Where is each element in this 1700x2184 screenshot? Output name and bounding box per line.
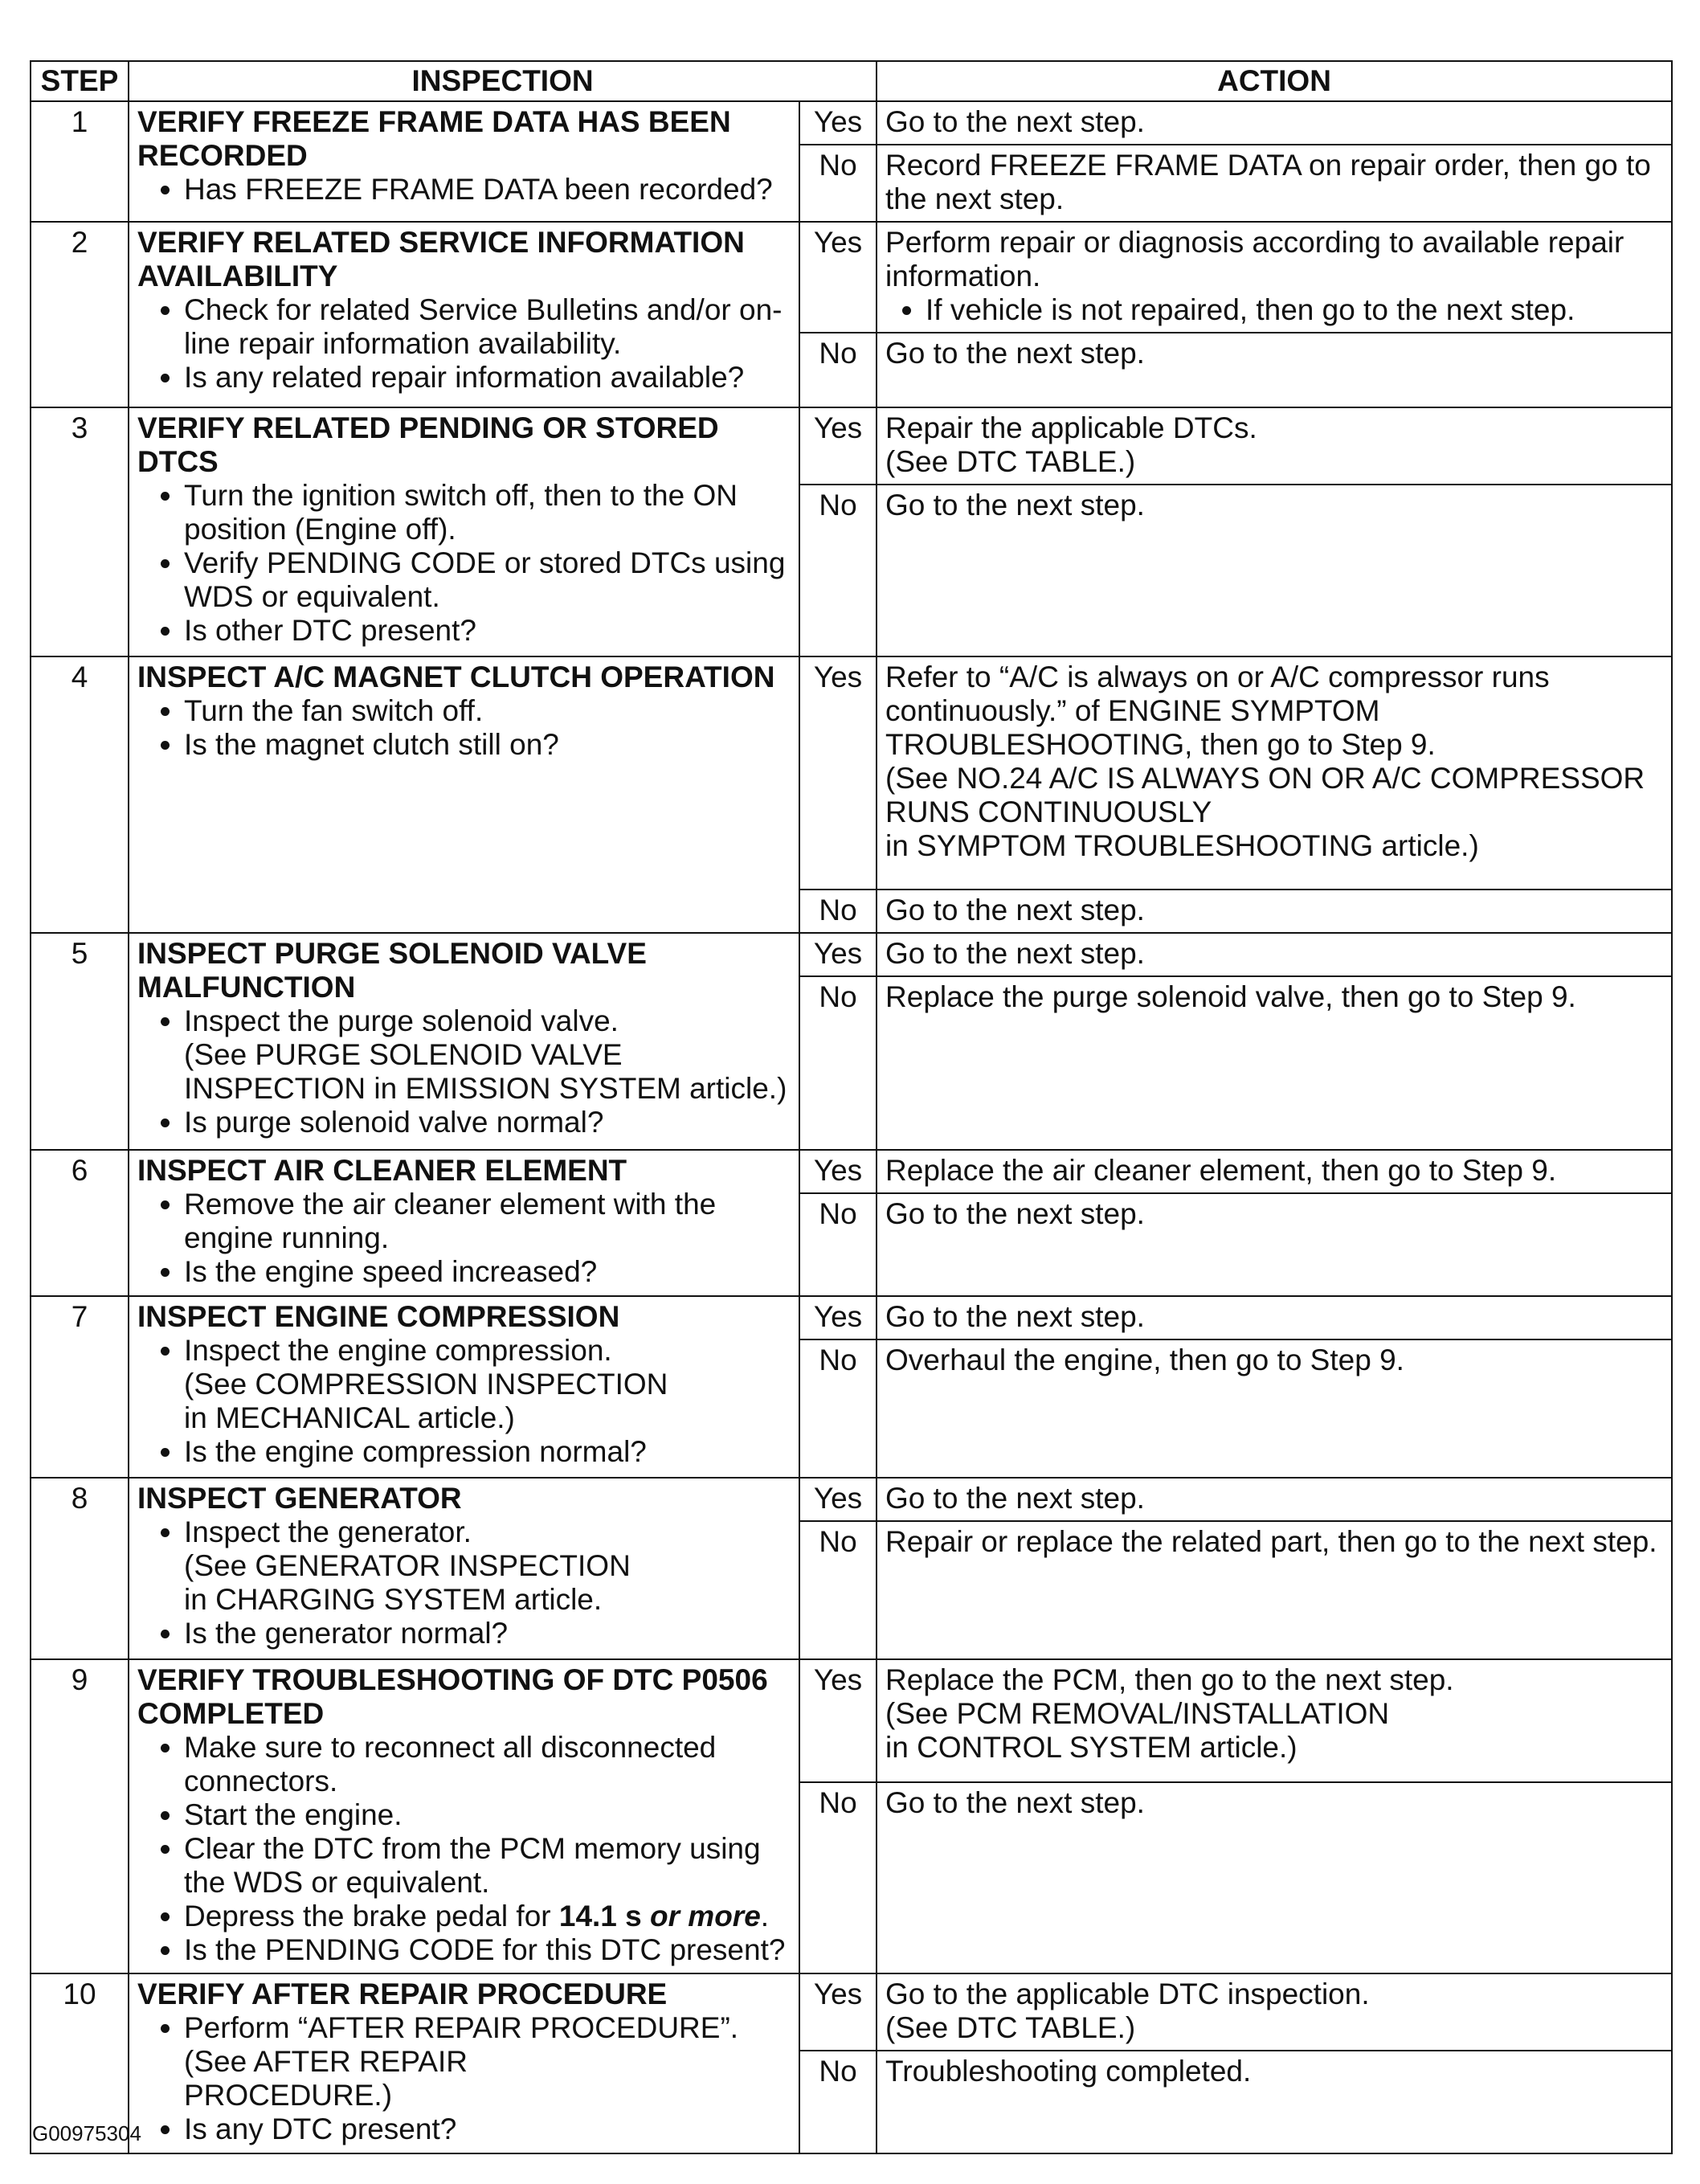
inspection-cell xyxy=(129,656,799,933)
inspection-bullets xyxy=(137,1004,791,1139)
action-bullet: • If vehicle is not repaired, then go to the next step. xyxy=(926,293,1663,327)
table-row xyxy=(31,1478,1672,1521)
inspection-bullet: • Clear the DTC from the PCM memory using the WDS or equivalent. xyxy=(184,1832,791,1900)
table-header-row xyxy=(31,61,1672,101)
inspection-bullet: • Remove the air cleaner element with the engine running. xyxy=(184,1188,791,1255)
inspection-bullet: • Has FREEZE FRAME DATA been recorded? xyxy=(184,173,791,207)
yes-label: Yes xyxy=(799,1478,877,1521)
yes-action xyxy=(877,407,1672,485)
yes-label: Yes xyxy=(799,407,877,485)
step-number: 5 xyxy=(31,933,129,1150)
no-action xyxy=(877,976,1672,1150)
inspection-cell xyxy=(129,1296,799,1478)
action-line: Repair the applicable DTCs. xyxy=(885,411,1257,444)
step-number: 3 xyxy=(31,407,129,656)
action-line: Go to the next step. xyxy=(885,1300,1145,1333)
step-column-header: STEP xyxy=(31,61,129,101)
inspection-cell xyxy=(129,1478,799,1659)
inspection-bullet: • Start the engine. xyxy=(184,1798,791,1832)
action-line: Go to the applicable DTC inspection. xyxy=(885,1977,1370,2010)
step-number: 2 xyxy=(31,222,129,407)
inspection-bullet: • Is any related repair information available? xyxy=(184,361,791,395)
inspection-bullets xyxy=(137,479,791,648)
yes-action xyxy=(877,1973,1672,2051)
yes-label: Yes xyxy=(799,1973,877,2051)
yes-action xyxy=(877,1659,1672,1782)
inspection-title: VERIFY TROUBLESHOOTING OF DTC P0506 COMPLETED xyxy=(137,1663,768,1730)
no-action xyxy=(877,145,1672,222)
no-label: No xyxy=(799,1193,877,1296)
inspection-bullets xyxy=(137,2011,791,2146)
yes-label: Yes xyxy=(799,101,877,145)
inspection-cell xyxy=(129,1659,799,1973)
yes-label: Yes xyxy=(799,1659,877,1782)
table-row xyxy=(31,1659,1672,1782)
yes-action xyxy=(877,1296,1672,1339)
inspection-bullet: • Is the engine speed increased? xyxy=(184,1255,791,1289)
inspection-bullets xyxy=(137,1188,791,1289)
action-line: Troubleshooting completed. xyxy=(885,2055,1252,2088)
inspection-bullet: • Perform “AFTER REPAIR PROCEDURE”. (See AFTER REPAIR PROCEDURE.) xyxy=(184,2011,791,2112)
inspection-column-header: INSPECTION xyxy=(129,61,877,101)
table-row xyxy=(31,1150,1672,1193)
yes-action xyxy=(877,1150,1672,1193)
inspection-bullet: • Is the engine compression normal? xyxy=(184,1435,791,1469)
inspection-bullet: • Turn the fan switch off. xyxy=(184,694,791,728)
action-line: Refer to “A/C is always on or A/C compressor runs continuously.” of ENGINE SYMPTOM TROUBLESHOOTING, then go to Step 9. xyxy=(885,661,1550,761)
inspection-bullet: • Inspect the purge solenoid valve. (See PURGE SOLENOID VALVE INSPECTION in EMISSION SYSTEM article.) xyxy=(184,1004,791,1106)
yes-action xyxy=(877,101,1672,145)
inspection-title: INSPECT GENERATOR xyxy=(137,1482,462,1515)
inspection-title: INSPECT AIR CLEANER ELEMENT xyxy=(137,1154,627,1187)
action-line: Repair or replace the related part, then go to the next step. xyxy=(885,1525,1657,1558)
no-label: No xyxy=(799,1339,877,1478)
no-label: No xyxy=(799,1782,877,1973)
action-line: Go to the next step. xyxy=(885,337,1145,370)
inspection-bullets xyxy=(137,173,791,207)
no-action xyxy=(877,1339,1672,1478)
action-line: Go to the next step. xyxy=(885,1786,1145,1819)
inspection-bullets xyxy=(137,1334,791,1469)
table-row xyxy=(31,933,1672,976)
inspection-bullet: • Is the magnet clutch still on? xyxy=(184,728,791,762)
action-line: Go to the next step. xyxy=(885,937,1145,970)
yes-action xyxy=(877,1478,1672,1521)
action-line: (See PCM REMOVAL/INSTALLATION xyxy=(885,1697,1390,1730)
inspection-title: VERIFY AFTER REPAIR PROCEDURE xyxy=(137,1977,668,2010)
action-line: Go to the next step. xyxy=(885,894,1145,926)
action-line: Go to the next step. xyxy=(885,1482,1145,1515)
inspection-cell xyxy=(129,1973,799,2153)
step-number: 9 xyxy=(31,1659,129,1973)
yes-action xyxy=(877,933,1672,976)
no-label: No xyxy=(799,485,877,656)
inspection-bullet: • Inspect the engine compression. (See COMPRESSION INSPECTION in MECHANICAL article.) xyxy=(184,1334,791,1435)
no-label: No xyxy=(799,1521,877,1659)
no-label: No xyxy=(799,2051,877,2153)
action-line: Go to the next step. xyxy=(885,105,1145,138)
inspection-cell xyxy=(129,933,799,1150)
yes-label: Yes xyxy=(799,933,877,976)
inspection-title: VERIFY FREEZE FRAME DATA HAS BEEN RECORDED xyxy=(137,105,731,172)
no-label: No xyxy=(799,890,877,933)
step-number: 7 xyxy=(31,1296,129,1478)
no-action xyxy=(877,1521,1672,1659)
inspection-cell xyxy=(129,1150,799,1296)
inspection-title: INSPECT PURGE SOLENOID VALVE MALFUNCTION xyxy=(137,937,647,1004)
inspection-bullet: • Depress the brake pedal for 14.1 s or more. xyxy=(184,1900,791,1933)
inspection-title: INSPECT ENGINE COMPRESSION xyxy=(137,1300,620,1333)
no-action xyxy=(877,1193,1672,1296)
diagnostic-procedure-table xyxy=(30,60,1673,2154)
inspection-title: VERIFY RELATED PENDING OR STORED DTCS xyxy=(137,411,719,478)
table-row xyxy=(31,1973,1672,2051)
inspection-cell xyxy=(129,407,799,656)
step-number: 8 xyxy=(31,1478,129,1659)
yes-label: Yes xyxy=(799,222,877,333)
yes-action xyxy=(877,656,1672,890)
inspection-bullet: • Check for related Service Bulletins and/or on-line repair information availability. xyxy=(184,293,791,361)
table-row xyxy=(31,407,1672,485)
inspection-bullets xyxy=(137,1515,791,1650)
no-action xyxy=(877,2051,1672,2153)
no-action xyxy=(877,333,1672,407)
action-line: Overhaul the engine, then go to Step 9. xyxy=(885,1344,1404,1376)
action-line: Perform repair or diagnosis according to available repair information. xyxy=(885,226,1624,292)
yes-label: Yes xyxy=(799,1296,877,1339)
action-line: in CONTROL SYSTEM article.) xyxy=(885,1731,1297,1764)
table-row xyxy=(31,656,1672,890)
yes-action xyxy=(877,222,1672,333)
inspection-bullet: • Is the generator normal? xyxy=(184,1617,791,1650)
yes-label: Yes xyxy=(799,1150,877,1193)
inspection-bullet: • Is the PENDING CODE for this DTC present? xyxy=(184,1933,791,1967)
inspection-bullets xyxy=(137,694,791,762)
action-line: Record FREEZE FRAME DATA on repair order, then go to the next step. xyxy=(885,149,1651,215)
action-line: Replace the PCM, then go to the next step. xyxy=(885,1663,1454,1696)
step-number: 4 xyxy=(31,656,129,933)
inspection-bullets xyxy=(137,1731,791,1967)
figure-code: G00975304 xyxy=(32,2121,141,2145)
step-number: 1 xyxy=(31,101,129,222)
action-line: (See DTC TABLE.) xyxy=(885,445,1136,478)
inspection-bullet: • Is purge solenoid valve normal? xyxy=(184,1106,791,1139)
inspection-cell xyxy=(129,222,799,407)
inspection-title: INSPECT A/C MAGNET CLUTCH OPERATION xyxy=(137,661,775,693)
step-number: 10 xyxy=(31,1973,129,2153)
action-line: (See NO.24 A/C IS ALWAYS ON OR A/C COMPRESSOR RUNS CONTINUOUSLY xyxy=(885,762,1645,828)
no-action xyxy=(877,485,1672,656)
action-column-header: ACTION xyxy=(877,61,1672,101)
no-label: No xyxy=(799,976,877,1150)
inspection-bullet: • Verify PENDING CODE or stored DTCs using WDS or equivalent. xyxy=(184,546,791,614)
inspection-title: VERIFY RELATED SERVICE INFORMATION AVAILABILITY xyxy=(137,226,745,292)
table-row xyxy=(31,1296,1672,1339)
action-line: Go to the next step. xyxy=(885,489,1145,521)
action-line: (See DTC TABLE.) xyxy=(885,2011,1136,2044)
table-row xyxy=(31,101,1672,145)
inspection-bullet: • Make sure to reconnect all disconnected connectors. xyxy=(184,1731,791,1798)
inspection-bullet: • Turn the ignition switch off, then to the ON position (Engine off). xyxy=(184,479,791,546)
action-line: Replace the purge solenoid valve, then go to Step 9. xyxy=(885,980,1576,1013)
action-line: Replace the air cleaner element, then go to Step 9. xyxy=(885,1154,1557,1187)
action-line: Go to the next step. xyxy=(885,1197,1145,1230)
inspection-bullet: • Is other DTC present? xyxy=(184,614,791,648)
yes-label: Yes xyxy=(799,656,877,890)
step-number: 6 xyxy=(31,1150,129,1296)
table-row xyxy=(31,222,1672,333)
no-label: No xyxy=(799,333,877,407)
inspection-bullets xyxy=(137,293,791,395)
inspection-cell xyxy=(129,101,799,222)
no-action xyxy=(877,1782,1672,1973)
action-bullets xyxy=(885,293,1663,327)
no-label: No xyxy=(799,145,877,222)
no-action xyxy=(877,890,1672,933)
inspection-bullet: • Is any DTC present? xyxy=(184,2112,791,2146)
inspection-bullet: • Inspect the generator. (See GENERATOR INSPECTION in CHARGING SYSTEM article. xyxy=(184,1515,791,1617)
action-line: in SYMPTOM TROUBLESHOOTING article.) xyxy=(885,829,1479,862)
